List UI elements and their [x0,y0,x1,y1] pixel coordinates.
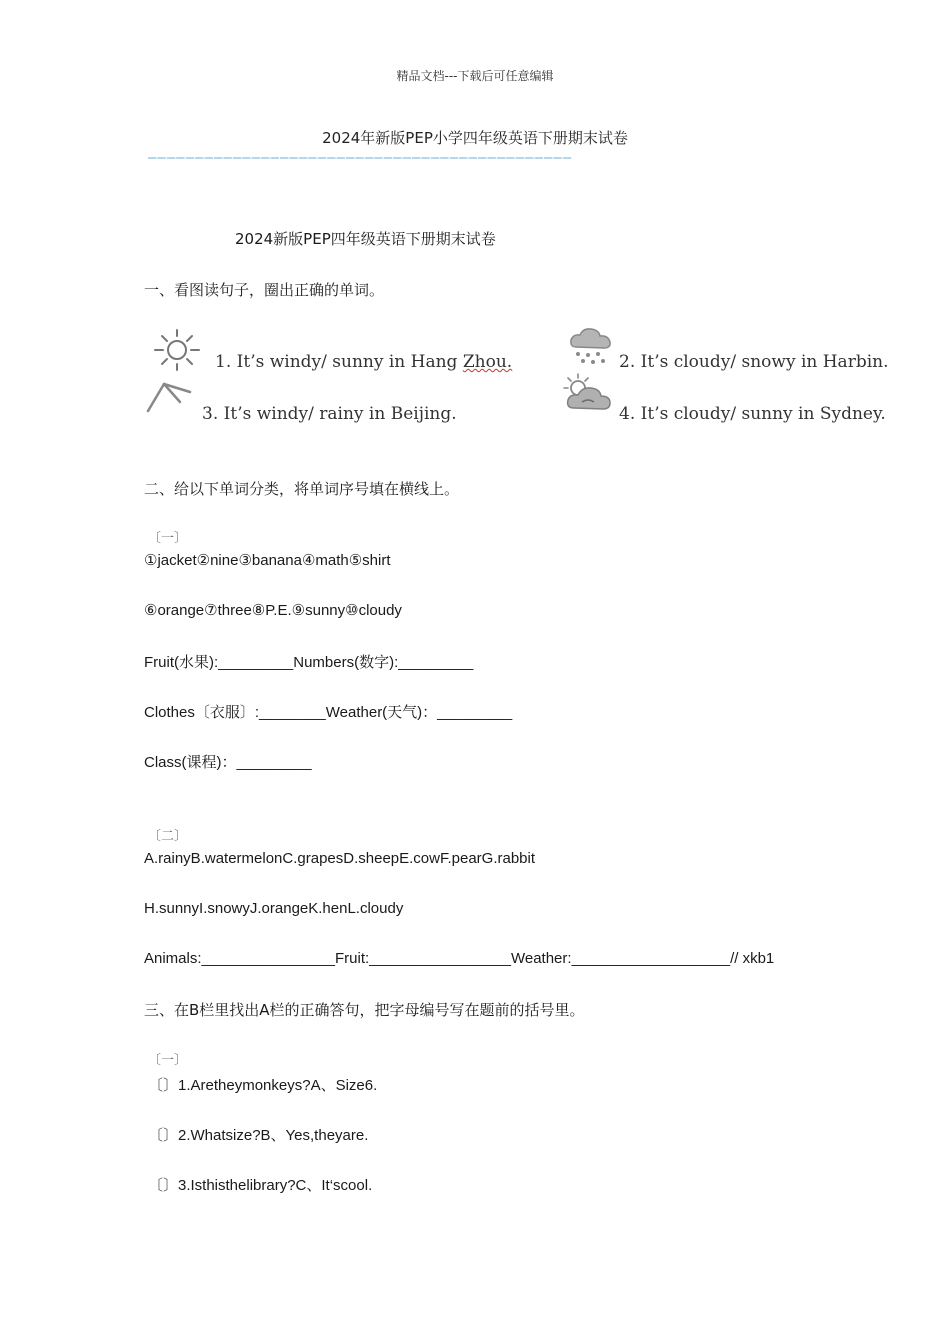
category-class: Class(课程)：_________ [144,754,312,771]
sentence-2-number: 2. [619,352,636,372]
match-question-1: 〔〕1.Aretheymonkeys?A、Size6. [148,1077,378,1094]
sun-icon [150,328,204,372]
picture-sentence-1 [215,352,512,372]
section2-heading: 二、给以下单词分类，将单词序号填在横线上。 [144,480,460,498]
section3-heading: 三、在B栏里找出A栏的正确答句，把字母编号写在题前的括号里。 [144,1001,585,1019]
word-list-line-4: H.sunnyI.snowyJ.orangeK.henL.cloudy [144,900,404,917]
exam-subtitle: 2024新版PEP四年级英语下册期末试卷 [235,230,496,248]
category-animals-fruit-weather: Animals:________________Fruit:_________________Weather:___________________// xkb1 [144,950,775,967]
sun-cloud-icon [560,372,616,418]
word-list-line-2: ⑥orange⑦three⑧P.E.⑨sunny⑩cloudy [144,602,402,619]
match-question-2: 〔〕2.Whatsize?B、Yes,theyare. [148,1127,369,1144]
sentence-3-number: 3. [202,404,219,424]
picture-sentence-4 [619,404,886,424]
sentence-4-number: 4. [619,404,636,424]
sentence-1-text: It’s windy/ sunny in Hang [236,352,463,372]
sentence-4-text: It’s cloudy/ sunny in Sydney. [640,404,886,424]
snow-cloud-icon [566,325,618,367]
sentence-1-number: 1. [215,352,232,372]
title-separator: ————————————————————————————————————————————— [148,150,573,166]
picture-sentence-3 [202,404,457,424]
section2-part2-label: 〔二〕 [148,829,188,844]
wind-flag-icon [144,378,196,414]
section3-part1-label: 〔一〕 [148,1053,188,1068]
category-fruit-numbers: Fruit(水果):_________Numbers(数字):_________ [144,654,474,671]
sentence-2-text: It’s cloudy/ snowy in Harbin. [640,352,889,372]
section1-heading: 一、看图读句子，圈出正确的单词。 [144,281,385,299]
document-title: 2024年新版PEP小学四年级英语下册期末试卷 [322,129,628,147]
picture-sentence-2 [619,352,889,372]
word-list-line-1: ①jacket②nine③banana④math⑤shirt [144,552,391,569]
match-question-3: 〔〕3.Isthisthelibrary?C、It‘scool. [148,1177,373,1194]
word-list-line-3: A.rainyB.watermelonC.grapesD.sheepE.cowF.pearG.rabbit [144,850,536,867]
sentence-3-text: It’s windy/ rainy in Beijing. [223,404,457,424]
sentence-1-flagged-word: Zhou. [462,352,513,372]
section2-part1-label: 〔一〕 [148,531,188,546]
watermark-text: 精品文档---下载后可任意编辑 [396,69,554,83]
category-clothes-weather: Clothes〔衣服〕:________Weather(天气)：_________ [144,704,513,721]
